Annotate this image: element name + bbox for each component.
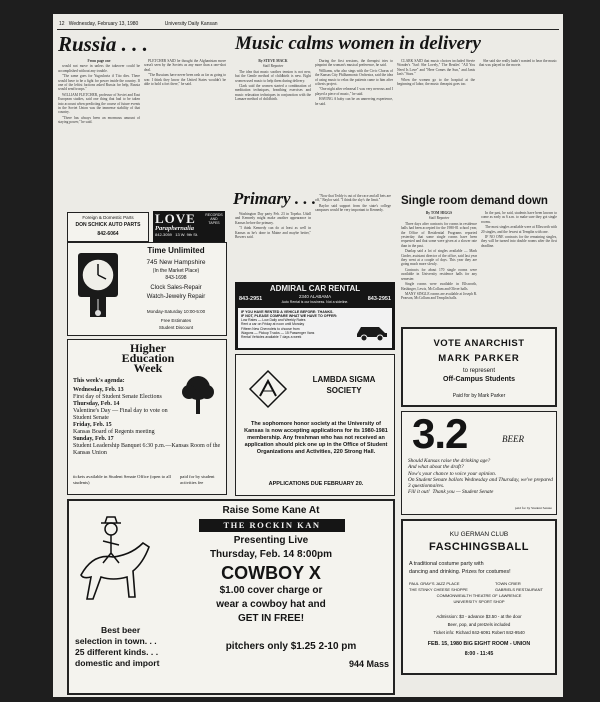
- primary-p4: Baylor said support from the state's college campuses would be very important to Kennedy.: [315, 203, 391, 213]
- russia-jump: From page one: [87, 59, 111, 63]
- hew-text-3: Kansas Board of Regents meeting: [73, 429, 155, 435]
- beer-q1: Should Kansas raise the drinking age?: [408, 458, 491, 464]
- admiral-feature-3: Fifteen New Chevrolets to choose from: [241, 326, 300, 331]
- time-address: 745 New Hampshire: [146, 259, 206, 266]
- single-p7: The most singles available were at Ellsworth with 20 singles, and the fewest at Templin with one.: [481, 225, 557, 234]
- admiral-address: 2340 ALABAMA: [298, 294, 332, 299]
- time-estimates: Free Estimates: [160, 318, 192, 323]
- music-column-1: [235, 59, 311, 187]
- kane-line-1: Raise Some Kane At: [222, 505, 320, 516]
- car-icon: [355, 320, 389, 342]
- fasching-sponsors: [403, 593, 555, 604]
- fasching-admission: Admission: $3 - advance $3.50 - at the door: [436, 614, 522, 619]
- single-p6: In the past, he said, students have been known to come as early as 6 a.m. to make sure they got single rooms.: [481, 211, 557, 224]
- kane-date: Thursday, Feb. 14 8:00pm: [209, 549, 333, 560]
- anarchist-name: MARK PARKER: [438, 353, 520, 364]
- kane-presents: Presenting Live: [233, 535, 309, 546]
- kane-pitchers: pitchers only $1.25 2-10 pm: [225, 641, 357, 652]
- kane-beer-4: domestic and import: [75, 658, 160, 668]
- admiral-phone-left: 843-2951: [239, 296, 263, 302]
- kane-offer-1: $1.00 cover charge or: [219, 585, 323, 596]
- hew-day-1: Wednesday, Feb. 13: [73, 387, 124, 393]
- publication-name: University Daily Kansan: [164, 21, 218, 27]
- ad-faschingsball: [401, 519, 557, 675]
- ad-lambda-sigma: [235, 354, 395, 496]
- admiral-title: ADMIRAL CAR RENTAL: [269, 284, 361, 293]
- music-p1: The idea that music soothes tension is not new, but the Gentle method of childbirth is new. Eight women used music to help them during delivery.: [235, 69, 311, 83]
- fasching-tickets: Ticket info: Richard 842-6091 Robert 842-9540: [433, 630, 525, 635]
- lambda-title: LAMBDA SIGMA: [312, 375, 376, 384]
- russia-para-3: WILLIAM FLETCHER, professor of Soviet and East European studies, said one thing that had to be taken into account when predicting the course of future events in the Soviet Union was the immense stability of that country.: [58, 92, 140, 115]
- music-p6: HAVING A baby can be an unnerving experience, he said.: [315, 97, 393, 106]
- fasching-date: FEB. 15, 1980 BIG EIGHT ROOM - UNION: [427, 641, 531, 647]
- music-role: Staff Reporter: [262, 64, 284, 69]
- kane-beer-3: 25 different kinds. . .: [75, 647, 159, 657]
- fasching-sub-1: A traditional costume party with: [409, 561, 484, 567]
- kane-beer: [75, 625, 185, 669]
- lambda-body: The sophomore honor society at the University of Kansas is now accepting applications for its 1980-1981 membership. Any freshman who has not received an application should pick one up in the Office of Student Organizations and Activities, 220 Strong Hall.: [244, 421, 388, 455]
- music-column-4: [479, 59, 557, 187]
- fasching-club: KU GERMAN CLUB: [449, 531, 509, 538]
- lambda-crest-icon: [248, 369, 288, 409]
- russia-para-6: "The Russians have never been rash as far as going to war. I think they know the United States wouldn't be able to hold a fort there," he said.: [144, 73, 226, 87]
- music-p7: CLARK SAID that music choices included Stevie Wonder's "Isn't She Lovely," The Beatles' "All You Need Is Love" and "Here Comes the Sun," and Janis Ian's "Stars.": [397, 59, 475, 77]
- kane-beer-1: Best beer: [101, 625, 141, 635]
- fasching-beer: Beer, pop, and pretzels included: [447, 622, 511, 627]
- hew-title: [68, 343, 227, 373]
- lambda-deadline: APPLICATIONS DUE FEBRUARY 20.: [268, 481, 364, 487]
- music-p2: Clark said the women started a combination of meditation techniques, breathing exercises and music relaxation techniques in conjunction with the Lamaze method of childbirth.: [235, 84, 311, 102]
- music-p4: Williams, who also sings with the Civic Chorus of the Kansas City Philharmonic Orchestra, said the idea of using music to relax the patients came to him after a thesis project.: [315, 68, 393, 87]
- russia-para-5: PLETCHER SAID he thought the Afghanistan move wasn't seen by the Soviets as any more than a one-shot deal.: [144, 59, 226, 72]
- primary-column-1: [235, 212, 311, 280]
- time-watch: Watch-Jewelry Repair: [146, 294, 206, 300]
- hew-tickets: tickets available in Student Senate Office (open to all students): [73, 474, 171, 485]
- love-address: 13 W. 9th St.: [175, 232, 199, 237]
- love-sub: Paraphernalia: [155, 225, 195, 232]
- beer-q6: Thank you — Student Senate: [432, 489, 494, 496]
- russia-para-4: "There has always been an enormous amount of staying power," he said.: [58, 115, 140, 125]
- single-byline: By TOM HIGGS: [425, 211, 453, 215]
- music-p8: When the women go to the hospital at the beginning of labor, the music therapist goes too.: [397, 77, 475, 87]
- kane-beer-2: selection in town. . .: [75, 636, 157, 646]
- beer-q5: Fill it out!: [408, 489, 430, 496]
- single-p2: Dunlap said a lot of singles available — Mark Cinder, assistant director of the office, said last year they went at a couple of days. This year they are going much more slowly.: [401, 249, 477, 267]
- admiral-offer-panel: [238, 308, 392, 348]
- russia-column-1: [58, 59, 140, 207]
- hew-title-3: Week: [133, 361, 163, 375]
- music-headline: Music calms women in delivery: [235, 33, 481, 54]
- single-p4: Single rooms were available in Ellsworth, Hashinger, Lewis, McCollum and Oliver halls.: [401, 282, 477, 291]
- primary-p3: "Now that Teddy is out of the race and all bets are off," Baylor said. "I think the sky's the limit.": [315, 194, 391, 203]
- ad-time-unlimited: [67, 242, 227, 336]
- russia-column-2: [144, 59, 226, 207]
- primary-p1: Washington Day party Feb. 23 in Topeka. Udall and Kennedy might make another appearance in Kansas before the primary.: [235, 212, 311, 225]
- admiral-feature-1: Low Rates — Low Daily and Weekly Rates: [241, 318, 306, 322]
- admiral-phone-right: 843-2951: [367, 296, 391, 302]
- anarchist-line-4: Off-Campus Students: [443, 376, 515, 383]
- time-hours: Monday-Saturday 10:00-5:00: [146, 309, 206, 314]
- russia-para-2: "The same goes for Yugoslavia if Tito dies. There would have to be a fight for power inside the country. If one of the leftist factions asked Russia for help, Russia would send troops.": [58, 74, 140, 92]
- time-location: (In the Market Place): [152, 268, 200, 274]
- hew-paid: paid for by student activities fee: [180, 474, 215, 485]
- foreign-parts-phone: 842-6064: [97, 231, 119, 237]
- admiral-feature-5: Rental Vehicles available 7 days a week: [241, 335, 302, 340]
- beer-q3: Now's your chance to voice your opinion.: [408, 470, 497, 477]
- fasching-band-l1: PAUL GRAY'S JAZZ PLACE: [409, 581, 460, 586]
- single-p5: MANY SINGLE rooms are available at Joseph R. Pearson, McCollum and Templin halls.: [401, 291, 477, 301]
- single-column-2: [481, 211, 557, 323]
- time-title: Time Unlimited: [147, 246, 205, 255]
- fasching-band-r1: TOWN CRIER: [495, 581, 521, 586]
- music-p5: "One night after rehearsal I was very nervous and I played a piece of music," he said.: [315, 87, 393, 96]
- russia-headline: Russia . . .: [58, 32, 148, 56]
- fasching-band-l2: THE STINKY CHEESE SHOPPE: [409, 586, 468, 592]
- beer-big-number: 3.2: [412, 411, 468, 457]
- page-date: Wednesday, February 13, 1980: [68, 21, 139, 27]
- music-byline: By STEVE MACK: [258, 59, 288, 63]
- time-phone: 843-1698: [165, 275, 187, 281]
- hew-text-1: First day of Student Senate Elections: [73, 394, 162, 400]
- anarchist-line-3: to represent: [462, 368, 496, 374]
- single-room-headline: Single room demand down: [401, 195, 548, 207]
- ad-beer-questionnaire: [401, 411, 557, 515]
- hew-title-2: Education: [121, 351, 175, 365]
- header-rule: [57, 29, 559, 30]
- beer-paid: paid for by Student Senate: [514, 506, 552, 510]
- music-p9: She said she really hadn't wanted to hear the music that was played in the movie.: [479, 59, 557, 68]
- ad-admiral-car-rental: [235, 282, 395, 350]
- admiral-feature-2: Rent a car on Friday at noon until Monday: [241, 322, 305, 327]
- ad-foreign-parts: [67, 212, 149, 242]
- time-sales: Clock Sales-Repair: [150, 285, 202, 291]
- hew-text-4: Student Leadership Banquet 6:30 p.m.—Kansas Room of the Kansas Union: [73, 443, 221, 456]
- time-discount: Student Discount: [158, 325, 194, 330]
- single-p8: IF NO ONE contracts for the remaining singles, they will be turned into double rooms after the first deadline.: [481, 235, 557, 248]
- admiral-line-1: IF YOU HAVE RENTED A VEHICLE BEFORE: THANKS.: [241, 310, 334, 314]
- kane-offer-3: GET IN FREE!: [237, 613, 305, 624]
- primary-column-2: [315, 194, 391, 280]
- fasching-bands-left: [409, 581, 487, 592]
- admiral-note: Auto Rental is our business. Not a sideline.: [281, 300, 349, 304]
- ad-higher-education-week: [67, 339, 227, 495]
- admiral-feature-4: Wagons — Pickup Trucks — 15 Passenger Vans: [241, 330, 315, 335]
- foreign-parts-name: DON SCHICK AUTO PARTS: [75, 222, 141, 228]
- hew-text-2: Valentine's Day — Final day to vote on Student Senate: [73, 408, 168, 421]
- ad-rockin-kan: [67, 499, 395, 695]
- hew-day-4: Sunday, Feb. 17: [73, 436, 114, 442]
- page-number: 12: [59, 21, 65, 27]
- anarchist-line-1: VOTE ANARCHIST: [433, 338, 525, 349]
- single-p1: Three days after contracts for rooms in residence halls had been accepted for the 1980-81 school year, the Office of Residential Programs reported yesterday that some single rooms have been requested and that some were given at a slower rate than in the past.: [401, 221, 477, 248]
- kane-offer-2: wear a cowboy hat and: [216, 599, 326, 610]
- beer-questions: [408, 458, 554, 496]
- fasching-sub-2: dancing and drinking. Prizes for costumes!: [409, 569, 511, 575]
- hew-intro: This week's agenda:: [73, 378, 125, 384]
- admiral-features: [241, 318, 351, 339]
- beer-q4: On Student Senate ballots Wednesday and Thursday, we've prepared 3 questionnaires.: [408, 476, 553, 490]
- hew-day-3: Friday, Feb. 15: [73, 422, 112, 428]
- beer-word: BEER: [502, 434, 524, 444]
- fasching-band-r2: GABRIELS RESTAURANT: [495, 586, 543, 592]
- single-column-1: [401, 211, 477, 323]
- foreign-parts-title: Foreign & Domestic Parts: [82, 215, 134, 220]
- love-side: RECORDS AND TAPES: [205, 213, 223, 225]
- kane-address: 944 Mass: [348, 659, 389, 669]
- music-p3: During the first sessions, the therapist tries to pinpoint the woman's musical preference, he said.: [315, 59, 393, 68]
- love-title: LOVE: [155, 211, 196, 226]
- hew-agenda: [73, 387, 223, 457]
- music-column-3: [397, 59, 475, 187]
- ad-love-paraphernalia: [153, 211, 225, 243]
- ad-vote-anarchist: [401, 327, 557, 407]
- single-role: Staff Reporter: [428, 216, 450, 221]
- beer-q2: And what about the draft?: [408, 464, 464, 471]
- admiral-line-2: IF NOT, PLEASE COMPARE WHAT WE HAVE TO OFFER:: [241, 314, 338, 318]
- love-phone: 842-3059: [155, 232, 172, 237]
- cowboy-horse-icon: [73, 505, 153, 609]
- lambda-subtitle: SOCIETY: [326, 386, 362, 395]
- hew-title-1: Higher: [130, 341, 166, 355]
- kane-venue: THE ROCKIN KAN: [199, 519, 345, 532]
- fasching-time: 8:00 - 11:45: [464, 651, 494, 657]
- russia-para-1: would not move in unless the takeover could be accomplished without any trouble.: [58, 64, 140, 73]
- fasching-sponsor-2: UNIVERSITY SPORT SHOP: [453, 598, 505, 604]
- music-column-2: [315, 59, 393, 187]
- page-header: [59, 21, 359, 28]
- anarchist-paid: Paid for by Mark Parker: [452, 393, 506, 399]
- primary-p2: "I think Kennedy can do at least as well in Kansas as he's done in Maine and maybe better," Bowers said.: [235, 226, 311, 240]
- fasching-title: FASCHINGSBALL: [429, 541, 529, 553]
- fasching-bands-right: [495, 581, 553, 592]
- newspaper-page: [53, 14, 563, 697]
- single-p3: Contracts for about 170 single rooms were available in University residence halls for any semester.: [401, 267, 477, 281]
- hew-day-2: Thursday, Feb. 14: [73, 401, 120, 407]
- fasching-sponsor-1: COMMONWEALTH THEATRE OF LAWRENCE: [436, 593, 522, 598]
- kane-band: COWBOY X: [221, 563, 321, 583]
- primary-headline: Primary . . .: [233, 189, 317, 208]
- clock-icon: [76, 251, 120, 321]
